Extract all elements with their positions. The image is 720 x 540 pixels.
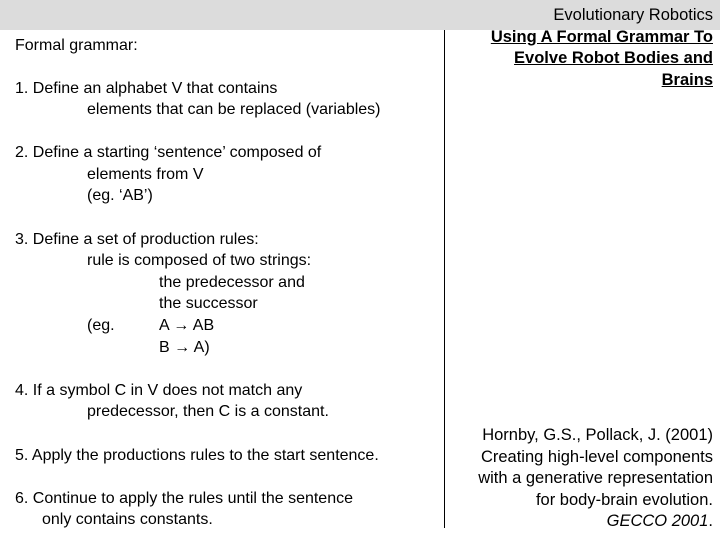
step-1-line-2: elements that can be replaced (variables) <box>87 101 381 118</box>
slide-title-block <box>413 5 713 91</box>
step-3-rule-1: A → AB <box>159 317 215 334</box>
lecture-title-line-1: Using A Formal Grammar To <box>490 27 713 46</box>
citation-block <box>423 425 713 533</box>
step-3-line-3: the predecessor and <box>159 274 305 291</box>
citation-venue: GECCO 2001 <box>606 512 709 530</box>
step-3-line-1: 3. Define a set of production rules: <box>15 231 259 248</box>
step-3-example-label: (eg. <box>87 317 115 334</box>
step-1-line-1: 1. Define an alphabet V that contains <box>15 80 278 97</box>
lecture-title-line-2: Evolve Robot Bodies and <box>514 49 713 67</box>
step-4-line-2: predecessor, then C is a constant. <box>87 403 329 420</box>
step-2-line-1: 2. Define a starting ‘sentence’ composed of <box>15 144 322 161</box>
citation-venue-period: . <box>708 512 713 530</box>
citation-venue-line <box>423 511 713 533</box>
step-4-line-1: 4. If a symbol C in V does not match any <box>15 382 303 399</box>
step-2-line-3: (eg. ‘AB’) <box>87 187 153 204</box>
step-5-text: 5. Apply the productions rules to the start sentence. <box>15 447 379 464</box>
step-3-line-2: rule is composed of two strings: <box>87 252 312 269</box>
intro-text: Formal grammar: <box>15 37 138 54</box>
lecture-title-line-3: Brains <box>661 70 713 89</box>
citation-line-4: for body-brain evolution. <box>535 490 713 509</box>
step-6-line-1: 6. Continue to apply the rules until the sentence <box>15 490 353 507</box>
step-3-line-4: the successor <box>159 295 258 312</box>
step-3-rule-2: B → A) <box>159 339 210 356</box>
course-title: Evolutionary Robotics <box>553 6 713 24</box>
citation-line-2: Creating high-level components <box>480 447 713 466</box>
citation-line-3: with a generative representation <box>478 469 713 487</box>
step-6-line-2: only contains constants. <box>42 511 213 528</box>
citation-line-1: Hornby, G.S., Pollack, J. (2001) <box>482 426 713 444</box>
step-2-line-2: elements from V <box>87 166 204 183</box>
